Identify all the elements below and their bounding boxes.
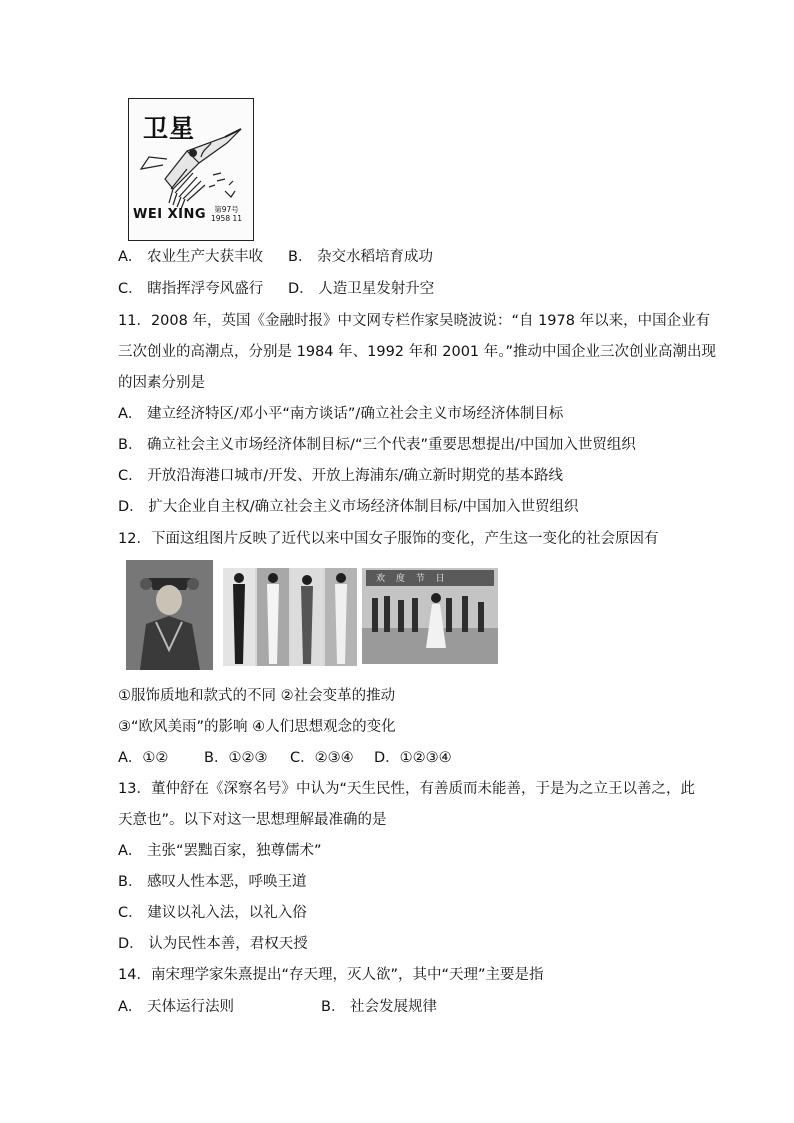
q10-options-row-2 — [118, 279, 434, 299]
q13-option-c[interactable]: C． 建议以礼入法，以礼入俗 — [118, 905, 307, 921]
poster-code: WEI XING — [133, 207, 206, 222]
q12-option-c[interactable]: C．②③④ — [290, 750, 354, 766]
portrait-figure-icon — [126, 560, 213, 670]
qing-empress-portrait-image — [126, 560, 213, 670]
poster-title: 卫星 — [143, 114, 196, 143]
q12-items-line-1: ①服饰质地和款式的不同 ②社会变革的推动 — [118, 688, 396, 704]
q14-options-row — [118, 997, 437, 1017]
q14-stem: 14．南宋理学家朱熹提出“存天理，灭人欲”，其中“天理”主要是指 — [118, 967, 544, 983]
q11-option-d[interactable]: D． 扩大企业自主权/确立社会主义市场经济体制目标/中国加入世贸组织 — [118, 499, 579, 515]
poster-date-line2: 1958 11 — [211, 214, 243, 223]
q14-option-a[interactable]: A． 天体运行法则 — [118, 999, 235, 1015]
q11-stem-line-3: 的因素分别是 — [118, 375, 205, 391]
q10-options-row-1 — [118, 247, 433, 267]
q10-option-a[interactable]: A． 农业生产大获丰收 — [118, 249, 264, 265]
q11-stem-line-2: 三次创业的高潮点，分别是 1984 年、1992 年和 2001 年。”推动中国企业三次创业高潮出现 — [118, 344, 717, 360]
q11-option-a[interactable]: A． 建立经济特区/邓小平“南方谈话”/确立社会主义市场经济体制目标 — [118, 406, 564, 422]
q12-stem: 12．下面这组图片反映了近代以来中国女子服饰的变化，产生这一变化的社会原因有 — [118, 531, 659, 547]
q13-stem-line-2: 天意也”。以下对这一思想理解最准确的是 — [118, 812, 387, 828]
q12-option-a[interactable]: A．①② — [118, 750, 169, 766]
festival-banner-text: 欢 度 节 日 — [376, 574, 449, 584]
q11-stem-line-1: 11．2008 年，英国《金融时报》中文网专栏作家吴晓波说：“自 1978 年以来，中国企业有 — [118, 313, 711, 329]
q13-option-a[interactable]: A． 主张“罢黜百家，独尊儒术” — [118, 843, 322, 859]
weixing-poster-image — [128, 98, 254, 241]
q11-option-c[interactable]: C． 开放沿海港口城市/开发、开放上海浦东/确立新时期党的基本路线 — [118, 468, 564, 484]
q10-option-d[interactable]: D． 人造卫星发射升空 — [288, 281, 435, 297]
q13-option-d[interactable]: D． 认为民性本善，君权天授 — [118, 936, 308, 952]
q12-option-d[interactable]: D．①②③④ — [374, 750, 452, 766]
qipao-women-image — [223, 568, 357, 666]
q14-option-b[interactable]: B． 社会发展规律 — [321, 999, 438, 1015]
q13-option-b[interactable]: B． 感叹人性本恶，呼唤王道 — [118, 874, 307, 890]
q13-stem-line-1: 13．董仲舒在《深察名号》中认为“天生民性，有善质而未能善，于是为之立王以善之，此 — [118, 781, 695, 797]
festival-street-image — [362, 568, 498, 664]
q10-option-c[interactable]: C． 瞎指挥浮夸风盛行 — [118, 281, 264, 297]
poster-date-line1: 第97号 — [214, 205, 239, 214]
poster-date — [211, 205, 242, 223]
q11-option-b[interactable]: B． 确立社会主义市场经济体制目标/“三个代表”重要思想提出/中国加入世贸组织 — [118, 437, 636, 453]
q12-items-line-2: ③“欧风美雨”的影响 ④人们思想观念的变化 — [118, 719, 396, 735]
q12-option-b[interactable]: B．①②③ — [204, 750, 268, 766]
q10-option-b[interactable]: B． 杂交水稻培育成功 — [288, 249, 434, 265]
q12-options-row — [118, 748, 452, 768]
qipao-figures-icon — [223, 568, 357, 666]
